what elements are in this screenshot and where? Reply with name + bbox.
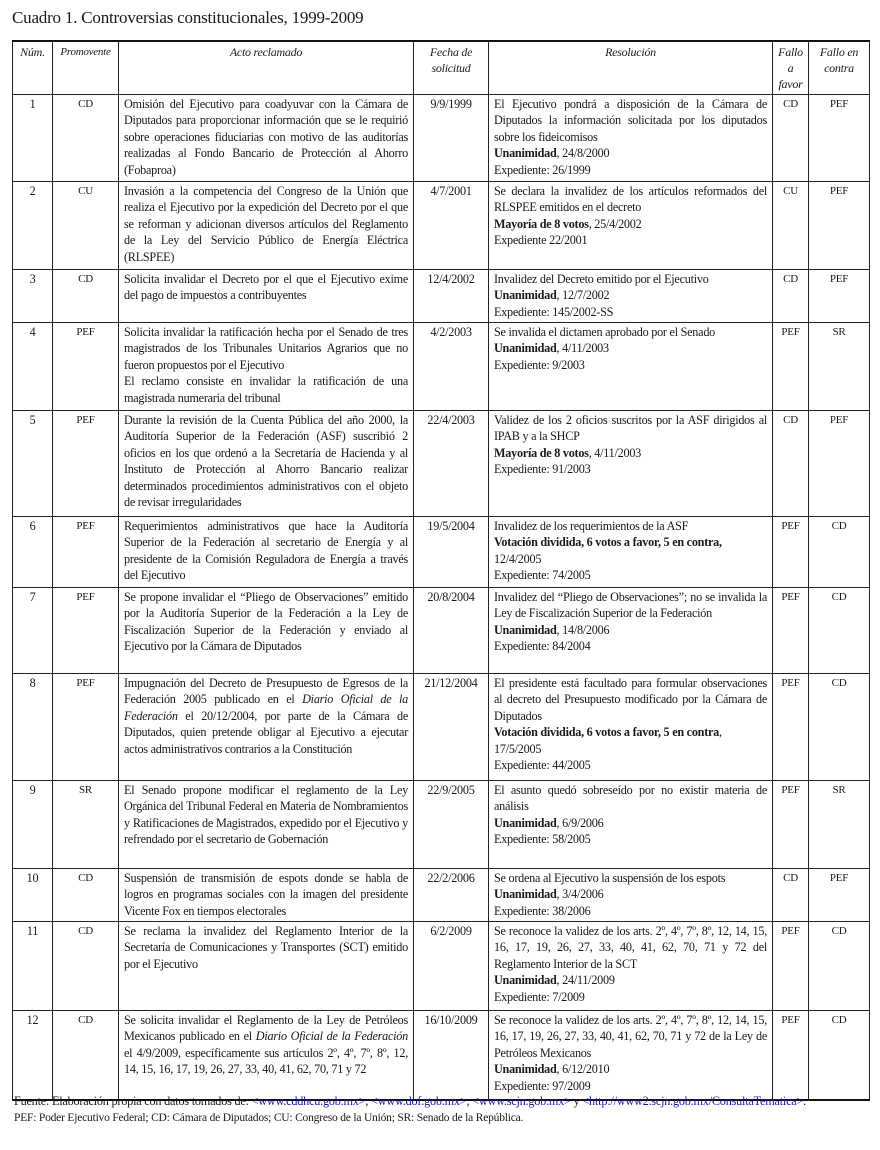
resolucion [489,588,773,674]
vote-date: , 4/11/2003 [556,341,609,356]
row-number: 2 [13,182,53,270]
vote-date: , 24/8/2000 [556,146,610,161]
acto-text: el 4/9/2009, específicamente sus artículos 2º, 4º, 7º, 8º, 12, 14, 15, 16, 17, 19, 26, 27, 33, 40, 41, 62, 70, 71 y 72 [124,1045,408,1077]
acto-text: Omisión del Ejecutivo para coadyuvar con la Cámara de Diputados para proporcionar información que se le requirió sobre operaciones fiduciarias con motivo de las auditorías realizadas al Fondo Bancario de Protección al Ahorro (Fobaproa) [124,97,408,177]
fallo-a-favor: PEF [773,517,809,588]
expediente: Expediente: 91/2003 [494,462,591,477]
acto-text: Durante la revisión de la Cuenta Pública del año 2000, la Auditoría Superior de la Federación (ASF) suscribió 2 oficios en los que ordenó a la Secretaría de Hacienda y al Instituto de Protección al Ahorro Bancario realizar determinados procedimientos administrativos con el objeto de revisar irregularidades [124,413,408,510]
vote-date: , 17/5/2005 [494,725,722,756]
promovente: SR [53,781,119,869]
table-row [13,922,870,1011]
fecha-solicitud: 22/9/2005 [414,781,489,869]
fallo-a-favor: CD [773,95,809,182]
expediente: Expediente 22/2001 [494,233,588,248]
acto-text: Suspensión de transmisión de espots donde se habla de logros en programas sociales con la imagen del presidente Vicente Fox en tiempos electorales [124,871,408,918]
row-number: 6 [13,517,53,588]
source-link[interactable]: <http://www2.scjn.gob.mx/ConsultaTematica> [582,1094,804,1108]
acto-reclamado [119,323,414,411]
resolucion [489,781,773,869]
vote-type: Unanimidad [494,1062,557,1077]
resolution-vote [494,724,767,757]
resolution-vote [494,145,767,161]
resolution-vote [494,622,767,638]
resolution-text: Se invalida el dictamen aprobado por el Senado [494,325,716,339]
resolution-text: Invalidez del Decreto emitido por el Ejecutivo [494,272,709,286]
source-link[interactable]: <www.cddhcu.gob.mx> [251,1094,366,1108]
fecha-solicitud: 16/10/2009 [414,1011,489,1100]
row-number: 4 [13,323,53,411]
promovente: CD [53,869,119,922]
source-link[interactable]: <www.dof.gob.mx> [371,1094,467,1108]
header-promovente: Promovente [53,41,119,95]
fallo-a-favor: PEF [773,674,809,781]
vote-type: Unanimidad [494,341,557,356]
fallo-a-favor: PEF [773,1011,809,1100]
resolution-vote [494,972,767,988]
acto-text: Se reclama la invalidez del Reglamento Interior de la Secretaría de Comunicaciones y Transportes (SCT) emitido por el Ejecutivo [124,924,408,971]
resolucion [489,1011,773,1100]
row-number: 7 [13,588,53,674]
vote-type: Unanimidad [494,288,557,303]
expediente: Expediente: 84/2004 [494,639,591,654]
vote-type: Unanimidad [494,146,557,161]
row-number: 3 [13,270,53,323]
source-prefix: Fuente: Elaboración propia con datos tomados de: [14,1094,252,1108]
fallo-en-contra: PEF [809,869,870,922]
row-number: 11 [13,922,53,1011]
row-number: 8 [13,674,53,781]
fallo-a-favor: CD [773,270,809,323]
resolucion [489,182,773,270]
resolucion [489,95,773,182]
expediente: Expediente: 44/2005 [494,758,591,773]
vote-type: Mayoría de 8 votos [494,445,589,460]
resolution-text: Se reconoce la validez de los arts. 2º, 4º, 7º, 8º, 12, 14, 15, 16, 17, 19, 26, 27, 33, 40, 41, 62, 70, 71 y 72 de la Ley de Petróleos Mexicanos [494,1013,767,1060]
source-note [14,1093,874,1110]
resolution-text: Se reconoce la validez de los arts. 2º, 4º, 7º, 8º, 12, 14, 15, 16, 17, 19, 26, 27, 33, 40, 41, 62, 70, 71 y 72 del Reglamento Interior de la SCT [494,924,767,971]
acto-text: Se propone invalidar el “Pliego de Observaciones” emitido por la Auditoría Superior de la Federación a la Ley de Fiscalización Superior de la Federación y enviado al Ejecutivo por la Cámara de Diputados [124,590,408,654]
vote-type: Votación dividida, 6 votos a favor, 5 en contra [494,725,720,740]
table-row [13,517,870,588]
expediente: Expediente: 38/2006 [494,903,591,918]
vote-type: Mayoría de 8 votos [494,216,589,231]
row-number: 10 [13,869,53,922]
promovente: CD [53,1011,119,1100]
acto-reclamado [119,182,414,270]
fallo-en-contra: CD [809,922,870,1011]
resolution-text: Invalidez de los requerimientos de la ASF [494,519,689,533]
abbreviations-note: PEF: Poder Ejecutivo Federal; CD: Cámara de Diputados; CU: Congreso de la Unión; SR: Senado de la República. [14,1112,524,1124]
acto-text: el 20/12/2004, por parte de la Cámara de Diputados, quien pretende obligar al Ejecutivo a ejecutar actos administrativos contrarios a la Constitución [124,708,408,756]
vote-date: , 14/8/2006 [556,622,610,637]
vote-type: Unanimidad [494,973,557,988]
promovente: PEF [53,517,119,588]
acto-text: El Senado propone modificar el reglamento de la Ley Orgánica del Tribunal Federal en Materia de Nombramientos y Ratificaciones de Magistrados, expedido por el Ejecutivo y refrendado por el secretario de Gobernación [124,783,408,847]
table-row [13,182,870,270]
resolucion [489,270,773,323]
promovente: PEF [53,588,119,674]
resolution-text: El asunto quedó sobreseído por no existir materia de análisis [494,783,767,814]
header-row [13,41,870,95]
fallo-a-favor: PEF [773,781,809,869]
fecha-solicitud: 21/12/2004 [414,674,489,781]
promovente: CD [53,270,119,323]
promovente: CU [53,182,119,270]
separator: . [803,1094,807,1108]
promovente: CD [53,95,119,182]
separator: , [466,1094,473,1108]
acto-text: Requerimientos administrativos que hace la Auditoría Superior de la Federación al secretario de Energía y al presidente de la Comisión Reguladora de Energía a través del Ejecutivo [124,519,408,583]
expediente: Expediente: 26/1999 [494,162,591,177]
expediente: Expediente: 145/2002-SS [494,304,614,319]
vote-type: Votación dividida, 6 votos a favor, 5 en contra, [494,535,722,550]
resolution-vote [494,1061,767,1077]
table-row [13,270,870,323]
fecha-solicitud: 9/9/1999 [414,95,489,182]
resolution-vote [494,287,767,303]
fallo-a-favor: CD [773,411,809,517]
table-row [13,323,870,411]
vote-type: Unanimidad [494,622,557,637]
acto-reclamado [119,674,414,781]
resolucion [489,922,773,1011]
source-link[interactable]: <www.scjn.gob.mx> [472,1094,571,1108]
vote-type: Unanimidad [494,815,557,830]
resolution-text: Invalidez del “Pliego de Observaciones”; no se invalida la Ley de Fiscalización Superior de la Federación [494,590,767,621]
fecha-solicitud: 22/2/2006 [414,869,489,922]
publication-name: Diario Oficial de la Federación [124,692,409,723]
acto-reclamado [119,517,414,588]
table-title: Cuadro 1. Controversias constitucionales, 1999-2009 [12,8,364,27]
expediente: Expediente: 7/2009 [494,989,585,1004]
row-number: 12 [13,1011,53,1100]
fallo-en-contra: CD [809,588,870,674]
resolucion [489,517,773,588]
acto-reclamado [119,588,414,674]
vote-date: , 25/4/2002 [588,216,642,231]
vote-date: 12/4/2005 [494,551,542,566]
acto-reclamado [119,95,414,182]
acto-text: Solicita invalidar la ratificación hecha por el Senado de tres magistrados de los Tribunales Unitarios Agrarios que no fueron propuestos por el Ejecutivo [124,325,408,372]
fallo-en-contra: SR [809,323,870,411]
fecha-solicitud: 19/5/2004 [414,517,489,588]
header-num: Núm. [13,41,53,95]
resolution-text: El Ejecutivo pondrá a disposición de la Cámara de Diputados la información solicitada por los diputados sobre los fideicomisos [494,97,767,144]
resolucion [489,674,773,781]
footnote [14,1093,874,1127]
vote-date: , 12/7/2002 [556,288,610,303]
resolution-vote [494,216,767,232]
acto-reclamado [119,1011,414,1100]
fallo-en-contra: CD [809,674,870,781]
acto-reclamado [119,270,414,323]
vote-type: Unanimidad [494,887,557,902]
vote-date: , 4/11/2003 [588,445,642,460]
resolucion [489,411,773,517]
fecha-solicitud: 22/4/2003 [414,411,489,517]
table-row [13,411,870,517]
acto-text: Impugnación del Decreto de Presupuesto de Egresos de la Federación 2005 publicado en el [124,676,408,707]
header-resolucion: Resolución [489,41,773,95]
fallo-a-favor: PEF [773,323,809,411]
acto-reclamado [119,922,414,1011]
fallo-en-contra: PEF [809,182,870,270]
resolution-vote [494,340,767,356]
fallo-a-favor: PEF [773,588,809,674]
header-fallo-favor: Fallo a favor [773,41,809,95]
table-row [13,869,870,922]
expediente: Expediente: 58/2005 [494,832,591,847]
acto-reclamado [119,781,414,869]
resolucion [489,869,773,922]
promovente: PEF [53,674,119,781]
resolution-vote [494,445,767,461]
resolution-text: El presidente está facultado para formular observaciones al decreto del Presupuesto modificado por la Cámara de Diputados [494,676,767,723]
acto-reclamado [119,411,414,517]
fallo-en-contra: PEF [809,270,870,323]
header-acto: Acto reclamado [119,41,414,95]
expediente: Expediente: 97/2009 [494,1078,591,1093]
acto-text: El reclamo consiste en invalidar la ratificación de una magistrada numeraria del tribunal [124,374,408,405]
fallo-en-contra: CD [809,517,870,588]
resolucion [489,323,773,411]
resolution-vote [494,886,767,902]
acto-text: Se solicita invalidar el Reglamento de la Ley de Petróleos Mexicanos publicado en el [124,1013,408,1044]
table-row [13,1011,870,1100]
separator: y [570,1094,583,1108]
fallo-en-contra: PEF [809,95,870,182]
fallo-en-contra: SR [809,781,870,869]
resolution-text: Se ordena al Ejecutivo la suspensión de los espots [494,871,726,885]
expediente: Expediente: 9/2003 [494,357,585,372]
expediente: Expediente: 74/2005 [494,568,591,583]
fecha-solicitud: 6/2/2009 [414,922,489,1011]
resolution-vote [494,815,767,831]
fecha-solicitud: 12/4/2002 [414,270,489,323]
header-fallo-contra: Fallo en contra [809,41,870,95]
fecha-solicitud: 4/7/2001 [414,182,489,270]
row-number: 5 [13,411,53,517]
controversias-table [12,40,870,1101]
vote-date: , 24/11/2009 [556,973,615,988]
promovente: PEF [53,411,119,517]
fecha-solicitud: 20/8/2004 [414,588,489,674]
header-fecha: Fecha de solicitud [414,41,489,95]
fallo-a-favor: PEF [773,922,809,1011]
promovente: PEF [53,323,119,411]
fecha-solicitud: 4/2/2003 [414,323,489,411]
fallo-a-favor: CD [773,869,809,922]
table-row [13,781,870,869]
acto-text: Solicita invalidar el Decreto por el que el Ejecutivo exime del pago de impuestos a contribuyentes [124,272,408,303]
publication-name: Diario Oficial de la Federación [255,1029,408,1044]
resolution-text: Se declara la invalidez de los artículos reformados del RLSPEE emitidos en el decreto [494,184,767,215]
row-number: 9 [13,781,53,869]
acto-text: Invasión a la competencia del Congreso de la Unión que realiza el Ejecutivo por la expedición del Decreto por el que se reforman y adicionan diversos artículos del Reglamento de la Ley del Servicio Público de Energía Eléctrica (RLSPEE) [124,184,408,264]
vote-date: , 6/12/2010 [556,1062,610,1077]
fallo-en-contra: PEF [809,411,870,517]
fallo-en-contra: CD [809,1011,870,1100]
acto-reclamado [119,869,414,922]
table-row [13,588,870,674]
separator: , [365,1094,372,1108]
row-number: 1 [13,95,53,182]
table-row [13,674,870,781]
table-row [13,95,870,182]
resolution-vote [494,534,767,567]
fallo-a-favor: CU [773,182,809,270]
vote-date: , 6/9/2006 [556,815,604,830]
resolution-text: Validez de los 2 oficios suscritos por la ASF dirigidos al IPAB y a la SHCP [494,413,767,444]
promovente: CD [53,922,119,1011]
vote-date: , 3/4/2006 [556,887,604,902]
